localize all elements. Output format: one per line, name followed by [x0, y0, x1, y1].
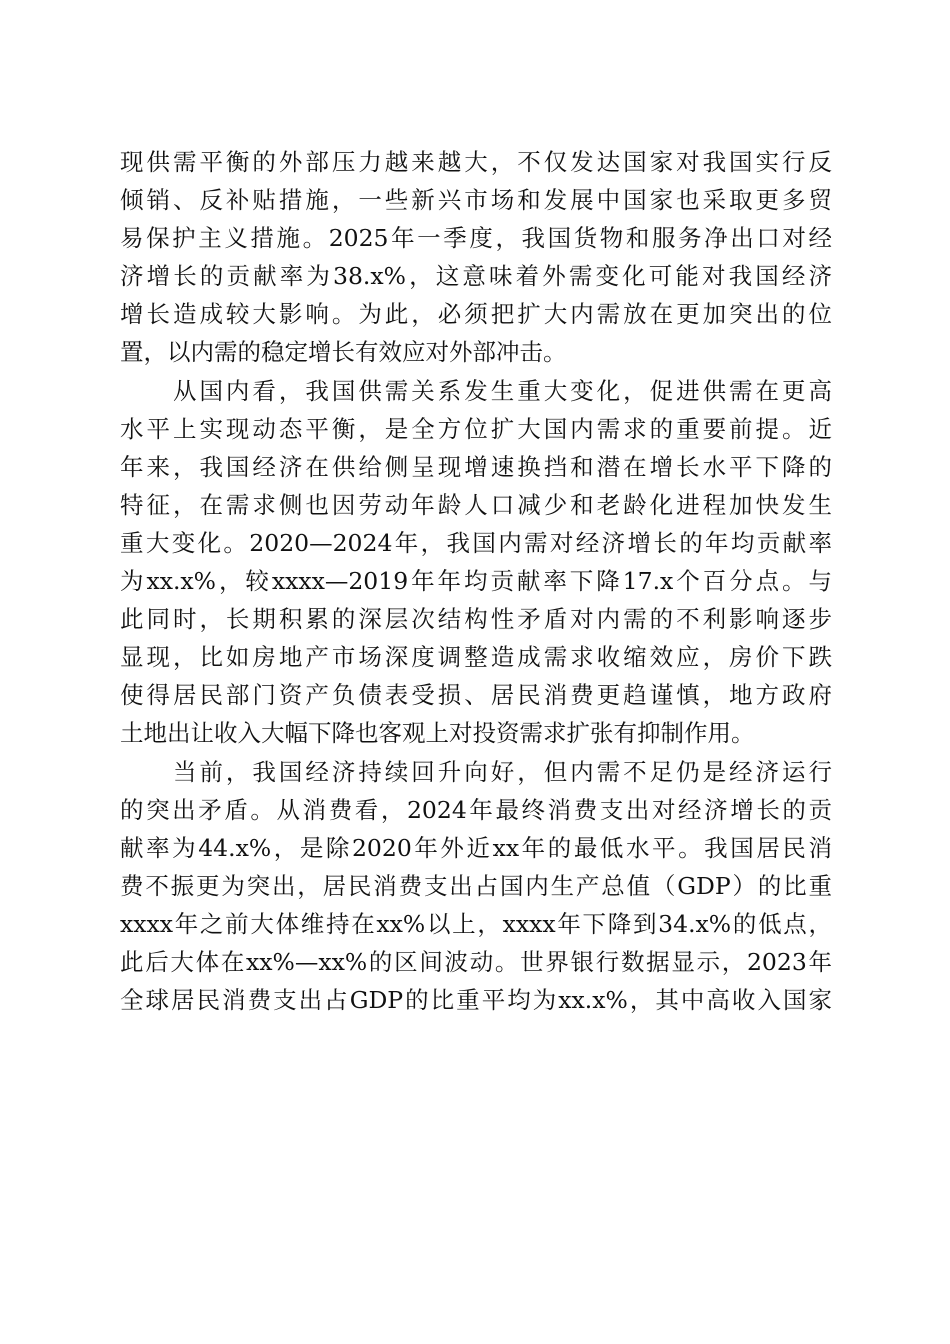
text-line: 易保护主义措施。2025年一季度，我国货物和服务净出口对经: [120, 224, 832, 253]
text-line: 费不振更为突出，居民消费支出占国内生产总值（GDP）的比重: [120, 871, 832, 900]
text-line: 此同时，长期积累的深层次结构性矛盾对内需的不利影响逐步: [120, 605, 832, 634]
text-line: 特征，在需求侧也因劳动年龄人口减少和老龄化进程加快发生: [120, 490, 832, 519]
body-text: [120, 143, 832, 1019]
text-line: 年来，我国经济在供给侧呈现增速换挡和潜在增长水平下降的: [120, 452, 832, 481]
text-line: xxxx年之前大体维持在xx%以上，xxxx年下降到34.x%的低点，: [120, 909, 832, 938]
text-line: 倾销、反补贴措施，一些新兴市场和发展中国家也采取更多贸: [120, 186, 832, 215]
text-line: 显现，比如房地产市场深度调整造成需求收缩效应，房价下跌: [120, 643, 832, 672]
text-line: 水平上实现动态平衡，是全方位扩大国内需求的重要前提。近: [120, 414, 832, 443]
text-line: 为xx.x%，较xxxx—2019年年均贡献率下降17.x个百分点。与: [120, 567, 832, 596]
paragraph-2: [120, 372, 832, 753]
text-line: 当前，我国经济持续回升向好，但内需不足仍是经济运行: [120, 757, 832, 786]
paragraph-3: [120, 753, 832, 1020]
text-line: 的突出矛盾。从消费看，2024年最终消费支出对经济增长的贡: [120, 795, 832, 824]
text-line: 置，以内需的稳定增长有效应对外部冲击。: [120, 338, 567, 367]
text-line: 现供需平衡的外部压力越来越大，不仅发达国家对我国实行反: [120, 148, 832, 176]
text-line: 土地出让收入大幅下降也客观上对投资需求扩张有抑制作用。: [120, 719, 755, 748]
text-line: 全球居民消费支出占GDP的比重平均为xx.x%，其中高收入国家: [120, 986, 832, 1015]
text-line: 献率为44.x%，是除2020年外近xx年的最低水平。我国居民消: [120, 833, 832, 862]
text-line: 使得居民部门资产负债表受损、居民消费更趋谨慎，地方政府: [120, 681, 832, 710]
text-line: 重大变化。2020—2024年，我国内需对经济增长的年均贡献率: [120, 528, 832, 557]
text-line: 从国内看，我国供需关系发生重大变化，促进供需在更高: [120, 376, 832, 405]
paragraph-1: [120, 143, 832, 372]
text-line: 济增长的贡献率为38.x%，这意味着外需变化可能对我国经济: [120, 262, 832, 291]
text-line: 增长造成较大影响。为此，必须把扩大内需放在更加突出的位: [120, 300, 832, 329]
text-line: 此后大体在xx%—xx%的区间波动。世界银行数据显示，2023年: [120, 947, 832, 976]
